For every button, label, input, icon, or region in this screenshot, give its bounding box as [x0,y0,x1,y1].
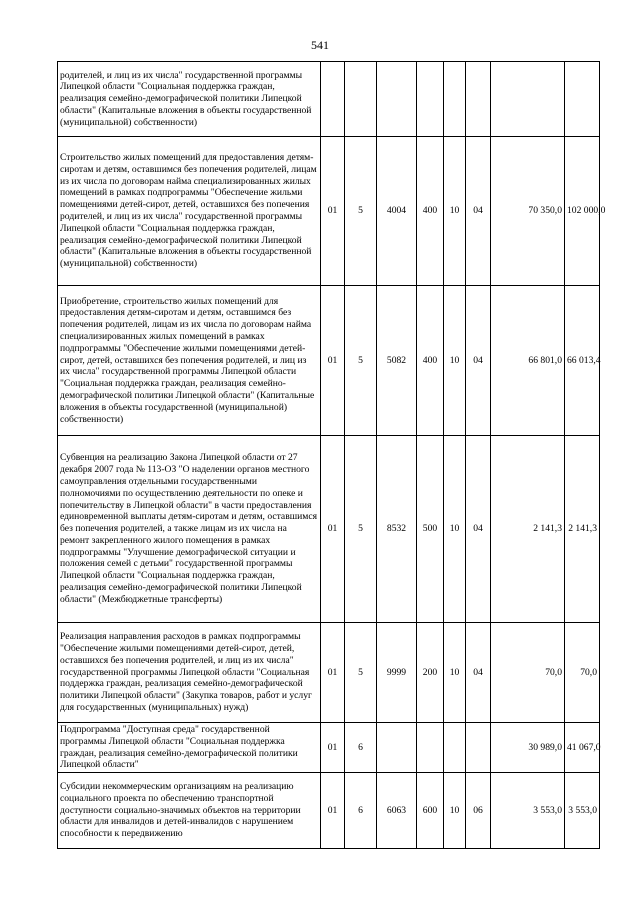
row-description: Приобретение, строительство жилых помещений для предоставления детям-сиротам и детям, оставшимся без попечения родителей, лицам из их числа по договорам найма специализированных жилых помещений в рамках подпрограммы "Обеспечение жилыми помещениями детей-сирот, детей, оставшихся без попечения родителей, и лиц из их числа" государственной программы Липецкой области "Социальная поддержка граждан, реализация семейно-демографической политики Липецкой области" (Капитальные вложения в объекты государственной (муниципальной) собственности) [58,286,321,436]
expense-type-code [417,723,444,773]
subprogram-code: 5 [345,286,377,436]
subprogram-code [345,62,377,137]
amount-year-1: 70,0 [491,623,565,723]
program-code: 01 [321,286,345,436]
direction-code: 9999 [377,623,417,723]
subprogram-code: 6 [345,773,377,849]
row-description: Субсидии некоммерческим организациям на реализацию социального проекта по обеспечению транспортной доступности социально-значимых объектов на территории области для инвалидов и детей-инвалидов с нарушением способности к передвижению [58,773,321,849]
subsection-code [466,723,491,773]
table-row [58,623,600,723]
amount-year-1: 2 141,3 [491,436,565,623]
amount-year-2: 70,0 [565,623,600,723]
table-row [58,773,600,849]
table-row [58,286,600,436]
subsection-code: 04 [466,623,491,723]
amount-year-1: 66 801,0 [491,286,565,436]
amount-year-2 [565,62,600,137]
direction-code: 4004 [377,137,417,286]
program-code: 01 [321,436,345,623]
amount-year-1: 70 350,0 [491,137,565,286]
table-row [58,723,600,773]
subprogram-code: 6 [345,723,377,773]
section-code [444,62,466,137]
row-description: родителей, и лиц из их числа" государственной программы Липецкой области "Социальная поддержка граждан, реализация семейно-демографической политики Липецкой области" (Капитальные вложения в объекты государственной (муниципальной) собственности) [58,62,321,137]
subprogram-code: 5 [345,436,377,623]
expense-type-code [417,62,444,137]
table-row [58,137,600,286]
section-code: 10 [444,436,466,623]
subsection-code: 04 [466,436,491,623]
subsection-code: 04 [466,137,491,286]
table-row [58,436,600,623]
direction-code: 8532 [377,436,417,623]
section-code: 10 [444,137,466,286]
direction-code [377,723,417,773]
expense-type-code: 600 [417,773,444,849]
subsection-code: 06 [466,773,491,849]
program-code [321,62,345,137]
amount-year-2: 102 000,0 [565,137,600,286]
program-code: 01 [321,623,345,723]
row-description: Субвенция на реализацию Закона Липецкой области от 27 декабря 2007 года № 113-ОЗ "О наделении органов местного самоуправления отдельными государственными полномочиями по осуществлению деятельности по опеке и попечительству в Липецкой области" в части предоставления единовременной выплаты детям-сиротам и детям, оставшимся без попечения родителей, а также лицам из их числа на ремонт закрепленного жилого помещения в рамках подпрограммы "Улучшение демографической ситуации и положения семей с детьми" государственной программы Липецкой области "Социальная поддержка граждан, реализация семейно-демографической политики Липецкой области" (Межбюджетные трансферты) [58,436,321,623]
subsection-code [466,62,491,137]
expense-type-code: 400 [417,286,444,436]
subprogram-code: 5 [345,623,377,723]
expense-type-code: 200 [417,623,444,723]
expense-type-code: 500 [417,436,444,623]
row-description: Реализация направления расходов в рамках подпрограммы "Обеспечение жилыми помещениями детей-сирот, детей, оставшихся без попечения родителей, и лиц из их числа" государственной программы Липецкой области "Социальная поддержка граждан, реализация семейно-демографической политики Липецкой области" (Закупка товаров, работ и услуг для государственных (муниципальных) нужд) [58,623,321,723]
program-code: 01 [321,773,345,849]
section-code: 10 [444,623,466,723]
section-code: 10 [444,773,466,849]
row-description: Строительство жилых помещений для предоставления детям-сиротам и детям, оставшимся без попечения родителей, лицам из их числа по договорам найма специализированных жилых помещений в рамках подпрограммы "Обеспечение жильми помещениями детей-сирот, детей, оставшихся без попечения родителей, и лиц из их числа" государственной программы Липецкой области "Социальная поддержка граждан, реализация семейно-демографической политики Липецкой области" (Капитальные вложения в объекты государственной (муниципальной) собственности) [58,137,321,286]
amount-year-1: 30 989,0 [491,723,565,773]
section-code [444,723,466,773]
direction-code: 5082 [377,286,417,436]
expense-type-code: 400 [417,137,444,286]
table-row [58,62,600,137]
direction-code [377,62,417,137]
subprogram-code: 5 [345,137,377,286]
subsection-code: 04 [466,286,491,436]
program-code: 01 [321,723,345,773]
row-description: Подпрограмма "Доступная среда" государственной программы Липецкой области "Социальная поддержка граждан, реализация семейно-демографической политики Липецкой области" [58,723,321,773]
amount-year-2: 66 013,4 [565,286,600,436]
section-code: 10 [444,286,466,436]
amount-year-2: 2 141,3 [565,436,600,623]
amount-year-1: 3 553,0 [491,773,565,849]
amount-year-2: 3 553,0 [565,773,600,849]
direction-code: 6063 [377,773,417,849]
amount-year-2: 41 067,0 [565,723,600,773]
budget-table [57,61,606,849]
program-code: 01 [321,137,345,286]
page-number: 541 [311,38,329,52]
amount-year-1 [491,62,565,137]
